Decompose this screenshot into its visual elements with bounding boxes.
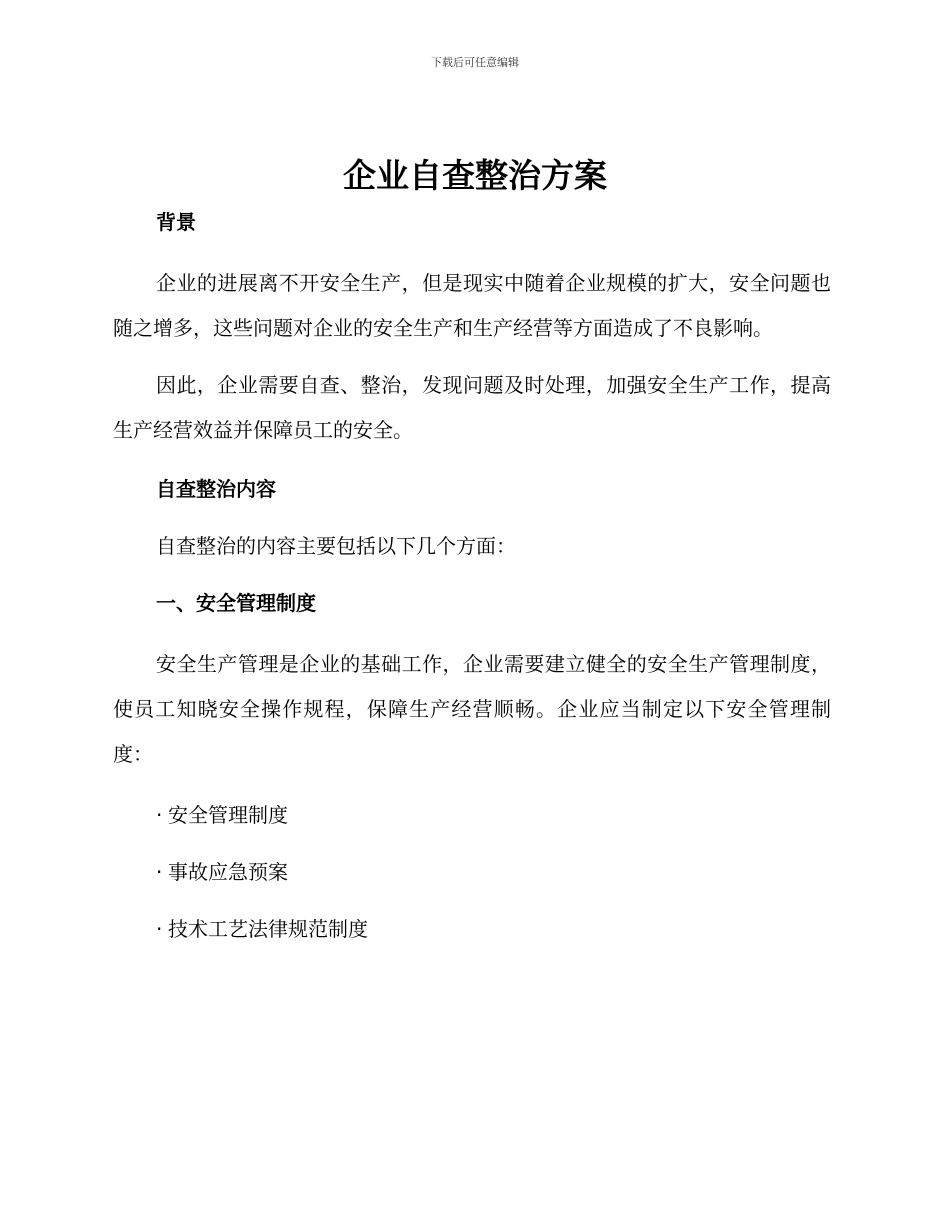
section-heading-background: 背景 xyxy=(156,210,196,234)
list-item-text: 安全管理制度 xyxy=(168,803,288,827)
bullet-mark: · xyxy=(156,917,163,941)
list-item xyxy=(156,854,831,890)
document-title: 企业自查整治方案 xyxy=(343,156,607,195)
bullet-mark: · xyxy=(156,803,163,827)
page-header: 下载后可任意编辑 xyxy=(431,56,519,69)
list-item xyxy=(156,911,831,947)
safety-list xyxy=(113,797,831,947)
content-intro: 自查整治的内容主要包括以下几个方面： xyxy=(156,534,516,558)
list-item xyxy=(156,797,831,833)
list-item-text: 技术工艺法律规范制度 xyxy=(168,917,368,941)
background-paragraph-2: 因此，企业需要自查、整治，发现问题及时处理，加强安全生产工作，提高生产经营效益并保障员工的安全。 xyxy=(113,373,831,442)
background-paragraph-1: 企业的进展离不开安全生产，但是现实中随着企业规模的扩大，安全问题也随之增多，这些问题对企业的安全生产和生产经营等方面造成了不良影响。 xyxy=(113,271,831,340)
bullet-mark: · xyxy=(156,860,163,884)
section-heading-safety: 一、安全管理制度 xyxy=(156,591,316,615)
section-heading-content: 自查整治内容 xyxy=(156,477,276,501)
list-item-text: 事故应急预案 xyxy=(168,860,288,884)
safety-paragraph: 安全生产管理是企业的基础工作，企业需要建立健全的安全生产管理制度，使员工知晓安全操作规程，保障生产经营顺畅。企业应当制定以下安全管理制度： xyxy=(113,652,831,766)
document-body xyxy=(113,204,831,968)
